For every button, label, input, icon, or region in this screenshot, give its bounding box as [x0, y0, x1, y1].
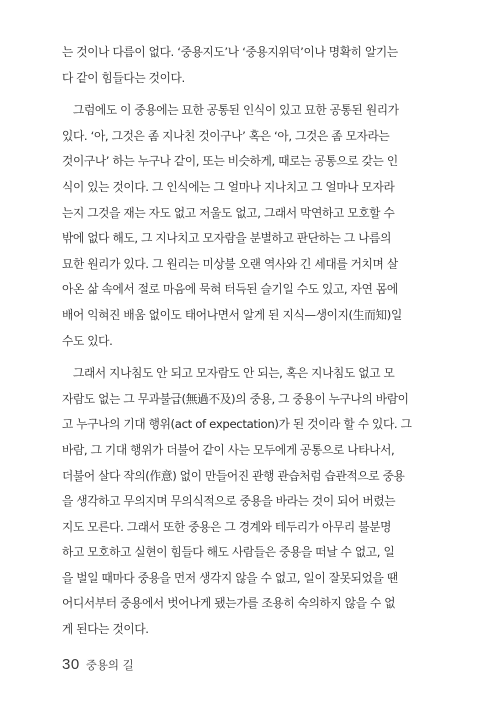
paragraph-1 — [62, 40, 437, 91]
text-line: 을 생각하고 무의지며 무의식적으로 중용을 바라는 것이 되어 버렸는 — [62, 494, 396, 509]
text-line: 밖에 없다 해도, 그 지나치고 모자람을 분별하고 판단하는 그 나름의 — [62, 231, 392, 246]
text-line: 더불어 살다 작의(作意) 없이 만들어진 관행 관습처럼 습관적으로 중용 — [62, 468, 405, 483]
text-line: 식이 있는 것이다. 그 인식에는 그 얼마나 지나치고 그 얼마나 모자라 — [62, 179, 395, 194]
body-text — [62, 40, 437, 643]
paragraph-2 — [62, 98, 437, 354]
text-line: 을 벌일 때마다 중용을 먼저 생각지 않을 수 없고, 일이 잘못되었을 땐 — [62, 570, 398, 585]
text-line: 는 것이나 다름이 없다. ‘중용지도’나 ‘중용지위덕’이나 명확히 알기는 — [62, 45, 398, 59]
text-line: 다 같이 힘들다는 것이다. — [62, 70, 185, 85]
text-line: 배어 익혀진 배움 없이도 태어나면서 알게 된 지식—생이지(生而知)일 — [62, 307, 402, 322]
paragraph-3 — [62, 361, 437, 643]
text-line: 자람도 없는 그 무과불급(無過不及)의 중용, 그 중용이 누구나의 바람이 — [62, 391, 409, 406]
text-line: 그럼에도 이 중용에는 묘한 공통된 인식이 있고 묘한 공통된 원리가 — [73, 103, 399, 118]
text-line: 어디서부터 중용에서 벗어나게 됐는가를 조용히 숙의하지 않을 수 없 — [62, 596, 396, 611]
page-footer — [62, 654, 134, 674]
text-line: 묘한 원리가 있다. 그 원리는 미상불 오랜 역사와 긴 세대를 거치며 살 — [62, 256, 398, 271]
text-line: 지도 모른다. 그래서 또한 중용은 그 경계와 테두리가 아무리 불분명 — [62, 519, 392, 534]
text-line: 고 누구나의 기대 행위(act of expectation)가 된 것이라 할 수 있다. 그 — [62, 417, 412, 432]
running-title: 중용의 길 — [85, 658, 134, 672]
text-line: 는지 그것을 재는 자도 없고 저울도 없고, 그래서 막연하고 모호할 수 — [62, 205, 395, 220]
text-line: 아온 삶 속에서 절로 마음에 묵혀 터득된 슬기일 수도 있고, 자연 몸에 — [62, 282, 398, 297]
text-line: 수도 있다. — [62, 333, 113, 348]
text-line: 것이구나’ 하는 누구나 같이, 또는 비슷하게, 때로는 공통으로 갖는 인 — [62, 154, 398, 169]
text-line: 게 된다는 것이다. — [62, 622, 149, 637]
text-line: 하고 모호하고 실현이 힘들다 해도 사람들은 중용을 떠날 수 없고, 일 — [62, 545, 395, 560]
page-number: 30 — [62, 656, 80, 673]
text-line: 있다. ‘아, 그것은 좀 지나친 것이구나’ 혹은 ‘아, 그것은 좀 모자라는 — [62, 128, 390, 143]
text-line: 바람, 그 기대 행위가 더불어 같이 사는 모두에게 공통으로 나타나서, — [62, 442, 395, 457]
text-line: 그래서 지나침도 안 되고 모자람도 안 되는, 혹은 지나침도 없고 모 — [73, 366, 395, 381]
